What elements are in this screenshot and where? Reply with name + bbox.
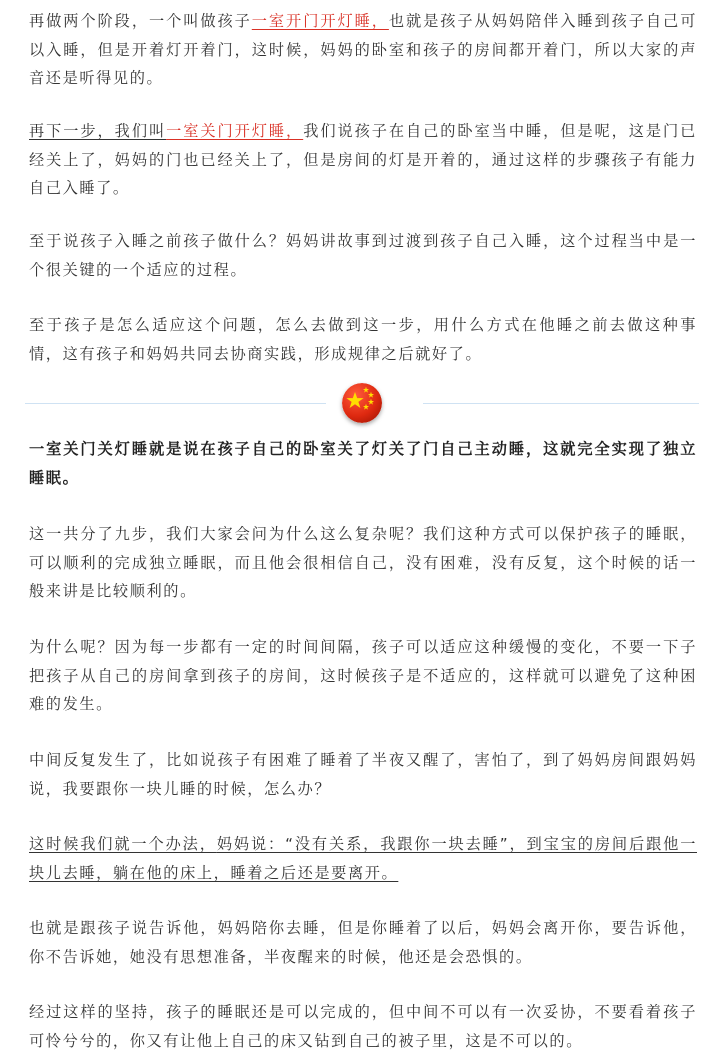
divider-line-left xyxy=(25,403,326,404)
paragraph-11: 经过这样的坚持，孩子的睡眠还是可以完成的，但中间不可以有一次妥协，不要看着孩子可怜兮兮的，你又有让他上自己的床又钻到自己的被子里，这是不可以的。 xyxy=(29,1003,697,1050)
divider-line-right xyxy=(423,403,699,404)
paragraph-9-quote-underlined: 妈妈说：“没有关系，我跟你一块去睡”，到宝宝的房间后跟他一块儿去睡，躺在他的床上，睡着之后还是要离开。 xyxy=(29,835,697,882)
paragraph-9-before: 这时候我们就一个办法， xyxy=(29,835,217,853)
paragraph-2-lead: 再下一步，我们叫 xyxy=(29,122,167,140)
paragraph-8: 中间反复发生了，比如说孩子有困难了睡着了半夜又醒了，害怕了，到了妈妈房间跟妈妈说，我要跟你一块儿睡的时候，怎么办？ xyxy=(29,751,697,798)
paragraph-7: 为什么呢？因为每一步都有一定的时间间隔，孩子可以适应这种缓慢的变化，不要一下子把孩子从自己的房间拿到孩子的房间，这时候孩子是不适应的，这样就可以避免了这种困难的发生。 xyxy=(29,638,697,713)
paragraph-1-after: 也就是孩子从妈妈陪伴入睡到孩子自己可以入睡，但是开着灯开着门，这时候，妈妈的卧室和孩子的房间都开着门，所以大家的声音还是听得见的。 xyxy=(29,12,697,87)
paragraph-6: 这一共分了九步，我们大家会问为什么这么复杂呢？我们这种方式可以保护孩子的睡眠，可以顺利的完成独立睡眠，而且他会很相信自己，没有困难，没有反复，这个时候的话一般来讲是比较顺利的。 xyxy=(29,525,697,600)
china-flag-graphic xyxy=(342,383,382,423)
paragraph-1-before: 再做两个阶段，一个叫做孩子 xyxy=(29,12,252,30)
china-flag-icon xyxy=(342,383,382,423)
paragraph-4: 至于孩子是怎么适应这个问题，怎么去做到这一步，用什么方式在他睡之前去做这种事情，这有孩子和妈妈共同去协商实践，形成规律之后就好了。 xyxy=(29,316,697,363)
paragraph-2-after: 我们说孩子在自己的卧室当中睡，但是呢，这是门已经关上了，妈妈的门也已经关上了，但是房间的灯是开着的，通过这样的步骤孩子有能力自己入睡了。 xyxy=(29,122,697,197)
section-divider xyxy=(0,381,723,427)
paragraph-2 xyxy=(29,117,697,203)
highlight-closed-door-light-on: 一室关门开灯睡， xyxy=(166,122,304,140)
paragraph-5-emphasis: 一室关门关灯睡就是说在孩子自己的卧室关了灯关了门自己主动睡，这就完全实现了独立睡眠。 xyxy=(29,440,697,487)
paragraph-3: 至于说孩子入睡之前孩子做什么？妈妈讲故事到过渡到孩子自己入睡，这个过程当中是一个很关键的一个适应的过程。 xyxy=(29,232,697,279)
paragraph-9 xyxy=(29,830,697,887)
highlight-open-door-light-on: 一室开门开灯睡， xyxy=(251,12,389,30)
paragraph-1 xyxy=(29,7,697,93)
paragraph-10: 也就是跟孩子说告诉他，妈妈陪你去睡，但是你睡着了以后，妈妈会离开你，要告诉他，你不告诉她，她没有思想准备，半夜醒来的时候，他还是会恐惧的。 xyxy=(29,919,697,966)
